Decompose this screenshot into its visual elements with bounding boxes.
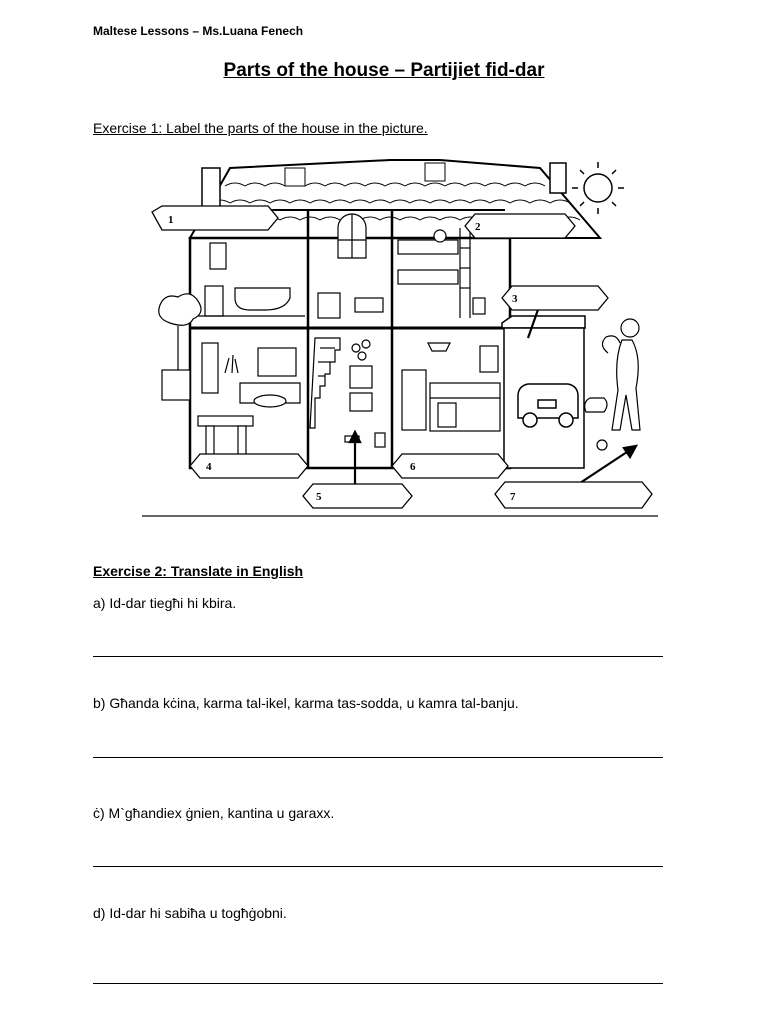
answer-line-b[interactable] — [93, 757, 663, 758]
label-1-number: 1 — [168, 214, 174, 226]
label-bubble-2 — [465, 214, 575, 238]
answer-line-a[interactable] — [93, 656, 663, 657]
person-garden — [585, 319, 640, 450]
chimney-left — [202, 168, 220, 208]
label-bubble-1 — [152, 206, 278, 230]
label-bubble-6 — [392, 454, 508, 478]
question-c: ċ) M`għandiex ġnien, kantina u garaxx. — [93, 805, 335, 821]
label-bubble-7 — [495, 482, 652, 508]
page-header: Maltese Lessons – Ms.Luana Fenech — [93, 24, 304, 38]
question-a: a) Id-dar tiegħi hi kbira. — [93, 595, 237, 611]
sun-illustration — [572, 162, 624, 214]
label-bubble-3 — [502, 286, 608, 310]
label-6-number: 6 — [410, 461, 416, 473]
label-2-number: 2 — [475, 221, 481, 233]
label-4-number: 4 — [206, 461, 212, 473]
question-b: b) Għanda kċina, karma tal-ikel, karma tas-sodda, u kamra tal-banju. — [93, 695, 519, 711]
answer-line-c[interactable] — [93, 866, 663, 867]
exercise-1-instruction: Label the parts of the house in the picture. — [162, 120, 428, 136]
label-bubble-5 — [303, 484, 412, 508]
exercise-1-label: Exercise 1: — [93, 120, 163, 136]
exercise-2-heading: Exercise 2: Translate in English — [93, 563, 304, 579]
label-bubble-4 — [190, 454, 308, 478]
dormer-window-right — [425, 163, 445, 181]
answer-line-d[interactable] — [93, 983, 663, 984]
dormer-window-left — [285, 168, 305, 186]
garage — [502, 316, 585, 468]
label-5-number: 5 — [316, 491, 322, 503]
chimney-right — [550, 163, 566, 193]
exercise-1-heading — [93, 120, 428, 136]
house-illustration — [140, 148, 660, 520]
label-3-number: 3 — [512, 293, 518, 305]
label-7-number: 7 — [510, 491, 516, 503]
question-d: d) Id-dar hi sabiħa u togħġobni. — [93, 905, 287, 921]
page-title: Parts of the house – Partijiet fid-dar — [223, 60, 545, 81]
